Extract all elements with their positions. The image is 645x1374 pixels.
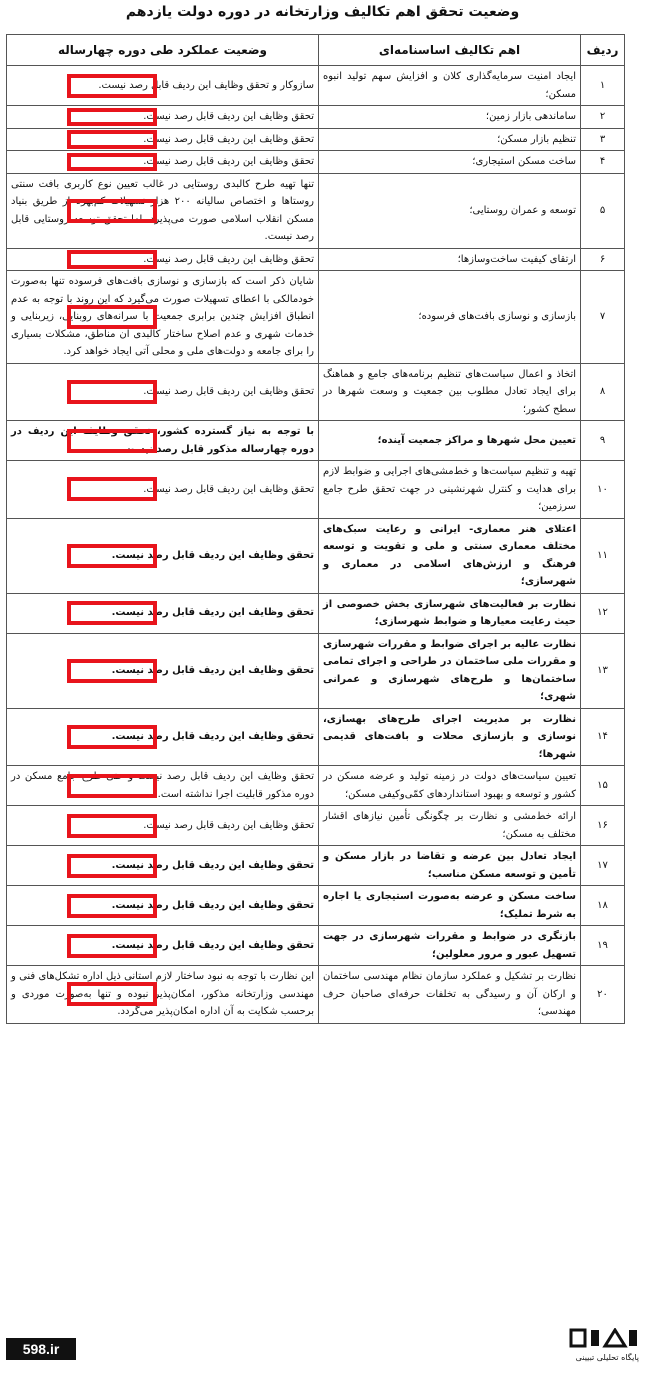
- row-number-cell: ۱۳: [581, 633, 625, 708]
- task-cell: نظارت بر تشکیل و عملکرد سازمان نظام مهندسی ساختمان و ارکان آن و رسیدگی به تخلفات حرفه‌ای صاحبان حرف مهندسی؛: [319, 966, 581, 1024]
- row-number-cell: ۴: [581, 151, 625, 174]
- row-number-cell: ۱۴: [581, 708, 625, 766]
- task-cell: تنظیم بازار مسکن؛: [319, 128, 581, 151]
- row-number-cell: ۱۵: [581, 766, 625, 806]
- row-number-cell: ۱۶: [581, 806, 625, 846]
- table-row: [7, 421, 625, 461]
- table-row: [7, 966, 625, 1024]
- table-row: [7, 593, 625, 633]
- status-cell: تحقق وظایف این ردیف قابل رصد نیست.: [7, 363, 319, 421]
- row-number-cell: ۷: [581, 271, 625, 364]
- table-row: [7, 461, 625, 519]
- table-row: [7, 926, 625, 966]
- status-cell: شایان ذکر است که بازسازی و نوسازی بافت‌های فرسوده تنها به‌صورت خودمالکی با اعطای تسهیلات صورت می‌گیرد که این روند با توجه به عدم انطباق افزایش چندین برابری جمعیت با سرانه‌های روبنایی، زیربنایی و خدمات شهری و عدم اصلاح ساختار کالبدی آن مناطق، مشکلات بسیاری را برای جامعه و دولت‌های ملی و محلی آتی ایجاد خواهد کرد.: [7, 271, 319, 364]
- table-row: [7, 173, 625, 248]
- row-number-cell: ۳: [581, 128, 625, 151]
- task-cell: اتخاذ و اعمال سیاست‌های تنظیم برنامه‌های جامع و هماهنگ برای ایجاد تعادل مطلوب بین جمعیت و وسعت شهرها در سطح کشور؛: [319, 363, 581, 421]
- task-cell: ارتقای کیفیت ساخت‌وسازها؛: [319, 248, 581, 271]
- row-number-cell: ۶: [581, 248, 625, 271]
- status-cell: تحقق وظایف این ردیف قابل رصد نیست.: [7, 106, 319, 129]
- row-number-cell: ۲: [581, 106, 625, 129]
- task-cell: ایجاد امنیت سرمایه‌گذاری کلان و افزایش سهم تولید انبوه مسکن؛: [319, 66, 581, 106]
- row-number-cell: ۲۰: [581, 966, 625, 1024]
- task-cell: توسعه و عمران روستایی؛: [319, 173, 581, 248]
- task-cell: نظارت بر فعالیت‌های شهرسازی بخش خصوصی از حیث رعایت معیارها و ضوابط شهرسازی؛: [319, 593, 581, 633]
- row-number-cell: ۵: [581, 173, 625, 248]
- status-cell: با توجه به نیاز گسترده کشور، تحقق وظایف این ردیف در دوره چهارساله مذکور قابل رصد نیست.: [7, 421, 319, 461]
- table-row: [7, 248, 625, 271]
- table-row: [7, 151, 625, 174]
- task-cell: تعیین محل شهرها و مراکز جمعیت آینده؛: [319, 421, 581, 461]
- task-cell: نظارت بر مدیریت اجرای طرح‌های بهسازی، نوسازی و بازسازی محلات و بافت‌های قدیمی شهرها؛: [319, 708, 581, 766]
- row-number-cell: ۱۲: [581, 593, 625, 633]
- table-row: [7, 708, 625, 766]
- table-row: [7, 106, 625, 129]
- page-title: وضعیت تحقق اهم تکالیف وزارتخانه در دوره دولت یازدهم: [125, 4, 520, 20]
- status-cell: تحقق وظایف این ردیف قابل رصد نیست.: [7, 461, 319, 519]
- status-cell: سازوکار و تحقق وظایف این ردیف قابل رصد نیست.: [7, 66, 319, 106]
- status-cell: تحقق وظایف این ردیف قابل رصد نیست.: [7, 151, 319, 174]
- table-row: [7, 633, 625, 708]
- task-cell: بازنگری در ضوابط و مقررات شهرسازی در جهت تسهیل عبور و مرور معلولین؛: [319, 926, 581, 966]
- table-row: [7, 66, 625, 106]
- task-cell: تعیین سیاست‌های دولت در زمینه تولید و عرضه مسکن در کشور و توسعه و بهبود استانداردهای کمّی‌وکیفی مسکن؛: [319, 766, 581, 806]
- row-number-cell: ۱۸: [581, 886, 625, 926]
- table-row: [7, 846, 625, 886]
- row-number-cell: ۱: [581, 66, 625, 106]
- table-row: [7, 806, 625, 846]
- status-cell: تحقق وظایف این ردیف قابل رصد نیست.: [7, 846, 319, 886]
- row-number-cell: ۱۹: [581, 926, 625, 966]
- row-number-cell: ۱۱: [581, 518, 625, 593]
- status-cell: تحقق وظایف این ردیف قابل رصد نیست.: [7, 708, 319, 766]
- task-cell: ارائه خط‌مشی و نظارت بر چگونگی تأمین نیازهای اقشار مختلف به مسکن؛: [319, 806, 581, 846]
- table-row: [7, 518, 625, 593]
- status-cell: تحقق وظایف این ردیف قابل رصد نیست.: [7, 128, 319, 151]
- task-cell: ایجاد تعادل بین عرضه و تقاضا در بازار مسکن و تأمین و توسعه مسکن مناسب؛: [319, 846, 581, 886]
- header-status: وضعیت عملکرد طی دوره چهارساله: [7, 35, 319, 66]
- status-cell: تحقق وظایف این ردیف قابل رصد نیست و حتی طرح جامع مسکن در دوره مذکور قابلیت اجرا نداشته است.: [7, 766, 319, 806]
- logo-glyph-icon: [569, 1328, 639, 1350]
- status-cell: تحقق وظایف این ردیف قابل رصد نیست.: [7, 806, 319, 846]
- site-logo-caption: پایگاه تحلیلی تبیینی: [575, 1353, 639, 1362]
- header-row-number: ردیف: [581, 35, 625, 66]
- table-header-row: [7, 35, 625, 66]
- tasks-table: [6, 34, 625, 1024]
- task-cell: ساماندهی بازار زمین؛: [319, 106, 581, 129]
- task-cell: نظارت عالیه بر اجرای ضوابط و مقررات شهرسازی و مقررات ملی ساختمان در طراحی و اجرای تمامی ساختمان‌ها و طرح‌های شهرسازی و عمرانی شهری؛: [319, 633, 581, 708]
- row-number-cell: ۸: [581, 363, 625, 421]
- status-cell: تحقق وظایف این ردیف قابل رصد نیست.: [7, 633, 319, 708]
- status-cell: تحقق وظایف این ردیف قابل رصد نیست.: [7, 518, 319, 593]
- task-cell: اعتلای هنر معماری- ایرانی و رعایت سبک‌های مختلف معماری سنتی و ملی و تقویت و توسعه فرهنگ و ارزش‌های اسلامی در معماری و شهرسازی؛: [319, 518, 581, 593]
- status-cell: تحقق وظایف این ردیف قابل رصد نیست.: [7, 886, 319, 926]
- table-row: [7, 128, 625, 151]
- table-row: [7, 766, 625, 806]
- header-task: اهم تکالیف اساسنامه‌ای: [319, 35, 581, 66]
- status-cell: این نظارت با توجه به نبود ساختار لازم استانی ذیل اداره تشکل‌های فنی و مهندسی وزارتخانه مذکور، امکان‌پذیر نبوده و تنها به‌صورت موردی و برحسب شکایت به آن اداره امکان‌پذیر می‌گردد.: [7, 966, 319, 1024]
- row-number-cell: ۹: [581, 421, 625, 461]
- status-cell: تنها تهیه طرح کالبدی روستایی در غالب تعیین نوع کاربری بافت سنتی روستاها و اختصاص سالیانه ۲۰۰ هزار تسهیلات کم‌بهره از طریق بنیاد مسکن انقلاب اسلامی صورت می‌پذیرد، اما تحقق توسعه روستایی قابل رصد نیست.: [7, 173, 319, 248]
- task-cell: بازسازی و نوسازی بافت‌های فرسوده؛: [319, 271, 581, 364]
- row-number-cell: ۱۷: [581, 846, 625, 886]
- task-cell: تهیه و تنظیم سیاست‌ها و خط‌مشی‌های اجرایی و ضوابط لازم برای هدایت و کنترل شهرنشینی در جهت تحقق طرح جامع سرزمین؛: [319, 461, 581, 519]
- row-number-cell: ۱۰: [581, 461, 625, 519]
- table-body: [7, 66, 625, 1024]
- table-row: [7, 886, 625, 926]
- status-cell: تحقق وظایف این ردیف قابل رصد نیست.: [7, 926, 319, 966]
- task-cell: ساخت مسکن استیجاری؛: [319, 151, 581, 174]
- site-logo-mark: [569, 1328, 639, 1362]
- table-row: [7, 271, 625, 364]
- site-logo-598: 598.ir: [6, 1338, 76, 1360]
- table-row: [7, 363, 625, 421]
- status-cell: تحقق وظایف این ردیف قابل رصد نیست.: [7, 593, 319, 633]
- status-cell: تحقق وظایف این ردیف قابل رصد نیست.: [7, 248, 319, 271]
- task-cell: ساخت مسکن و عرضه به‌صورت استیجاری یا اجاره به شرط تملیک؛: [319, 886, 581, 926]
